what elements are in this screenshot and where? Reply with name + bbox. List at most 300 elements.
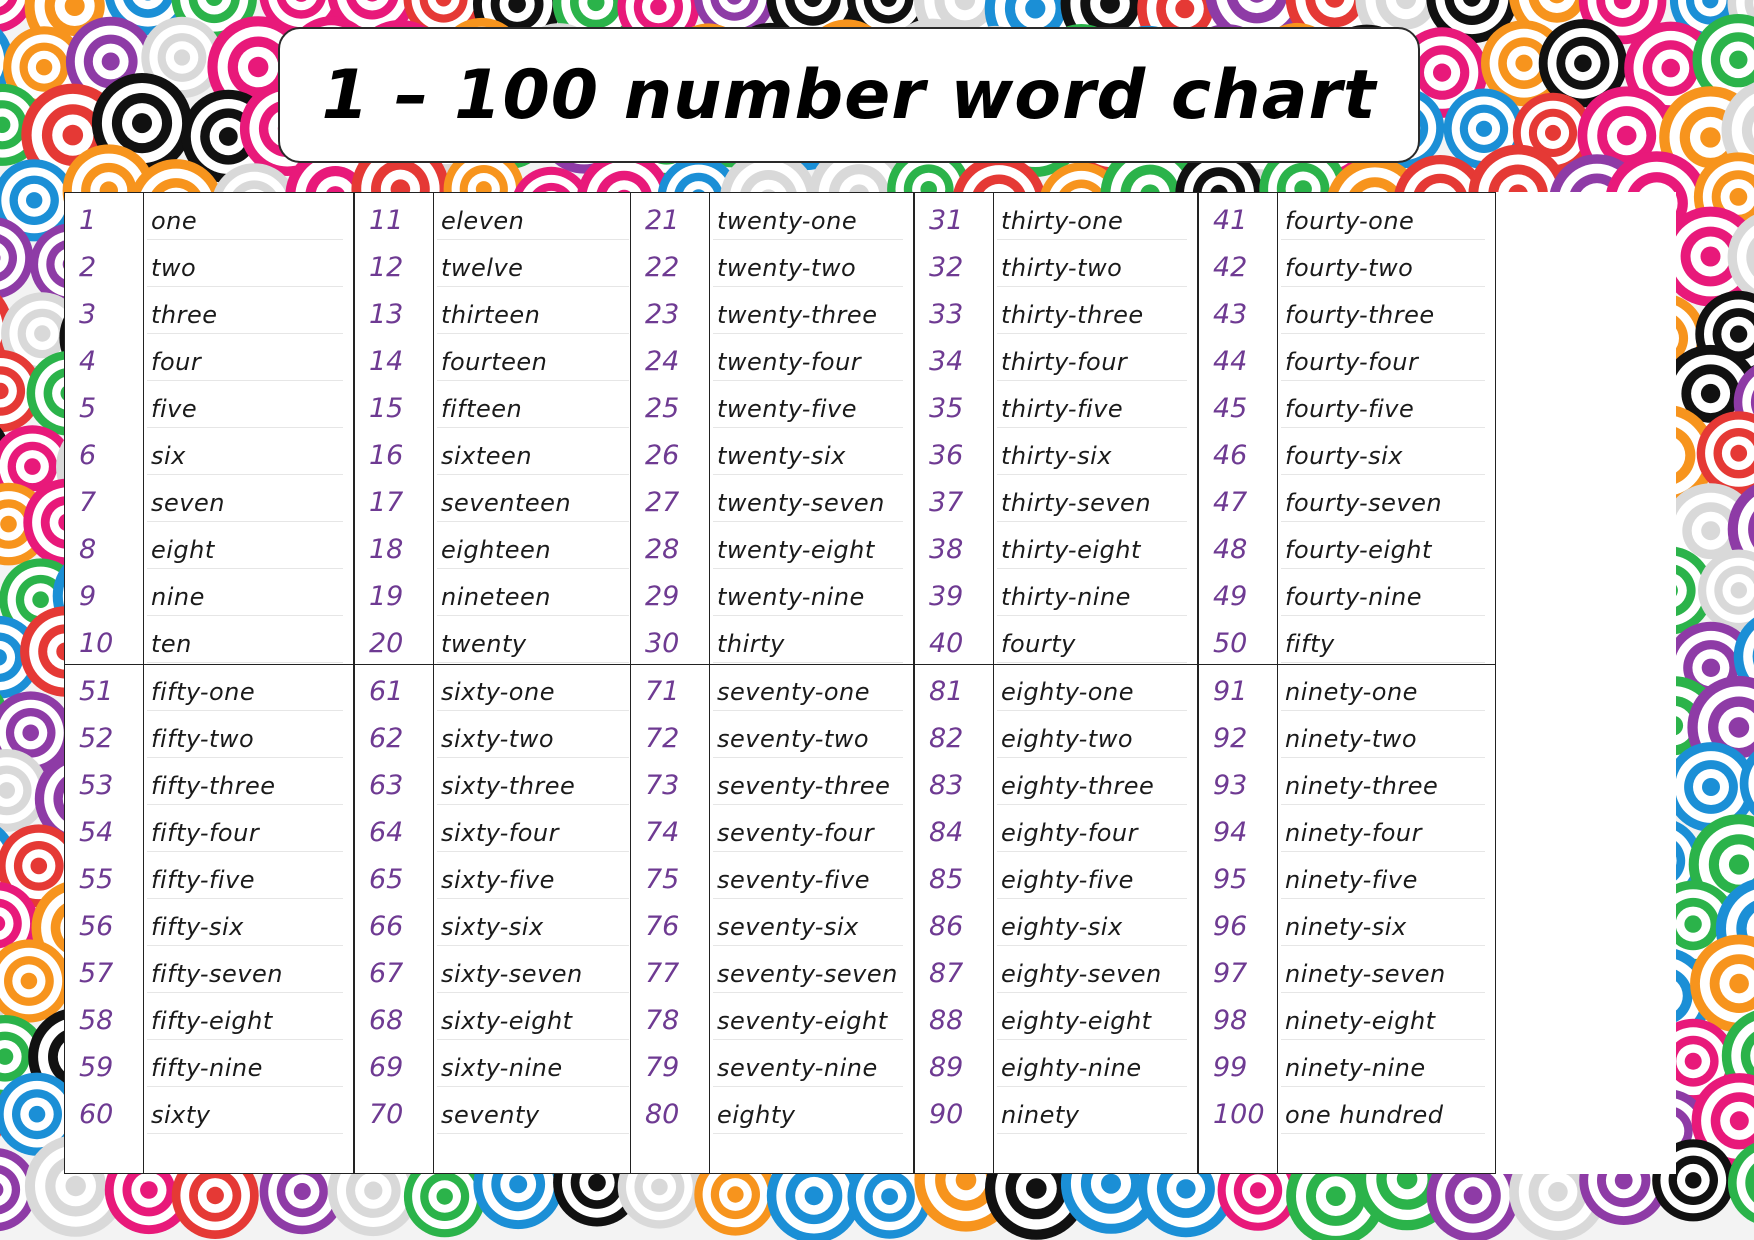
number-cell: 48 [1213,534,1248,565]
table-row [65,664,353,711]
number-cell: 16 [369,440,404,471]
number-cell: 99 [1213,1052,1248,1083]
number-cell: 24 [645,346,680,377]
word-cell: seventy-five [717,866,870,894]
word-cell: fourty-six [1285,442,1404,470]
word-cell: ninety-six [1285,913,1407,941]
table-row [915,664,1197,711]
number-cell: 93 [1213,770,1248,801]
word-cell: nineteen [441,583,552,611]
number-cell: 85 [929,864,964,895]
word-cell: eighty-seven [1001,960,1162,988]
table-row [65,899,353,946]
number-cell: 56 [79,911,114,942]
word-cell: fifty-six [151,913,244,941]
number-cell: 100 [1213,1099,1265,1130]
table-row [915,381,1197,428]
table-row [1199,664,1495,711]
table-row [355,193,639,240]
word-cell: eighty-six [1001,913,1123,941]
table-row [631,287,913,334]
table-row [1199,381,1495,428]
table-row [1199,240,1495,287]
number-cell: 55 [79,864,114,895]
word-cell: fifteen [441,395,523,423]
word-cell: twelve [441,254,524,282]
table-row [355,287,639,334]
number-cell: 37 [929,487,964,518]
number-cell: 9 [79,581,97,612]
word-cell: thirty-eight [1001,536,1141,564]
word-cell: fifty-five [151,866,256,894]
word-cell: sixty-one [441,678,555,706]
number-cell: 18 [369,534,404,565]
table-row [631,193,913,240]
number-cell: 1 [79,205,97,236]
table-row [1199,334,1495,381]
word-cell: sixty-nine [441,1054,563,1082]
word-cell: thirty-nine [1001,583,1131,611]
number-cell: 38 [929,534,964,565]
word-cell: fifty-one [151,678,256,706]
number-cell: 72 [645,723,680,754]
word-cell: five [151,395,198,423]
table-row [915,946,1197,993]
word-cell: fourty-five [1285,395,1415,423]
number-cell: 83 [929,770,964,801]
row-rule [713,1133,903,1134]
number-cell: 76 [645,911,680,942]
chart-column [64,192,354,1174]
number-cell: 47 [1213,487,1248,518]
number-cell: 80 [645,1099,680,1130]
number-cell: 63 [369,770,404,801]
row-rule [147,1133,343,1134]
number-cell: 66 [369,911,404,942]
word-cell: eighty-one [1001,678,1134,706]
word-cell: fourty-seven [1285,489,1443,517]
word-cell: ten [151,630,192,658]
word-cell: eighty-eight [1001,1007,1152,1035]
table-row [631,616,913,663]
word-cell: ninety-two [1285,725,1417,753]
table-row [65,428,353,475]
table-row [65,1040,353,1087]
word-cell: fifty-four [151,819,260,847]
word-cell: thirty-three [1001,301,1144,329]
word-cell: twenty-five [717,395,858,423]
table-row [915,1040,1197,1087]
table-row [65,946,353,993]
table-row [631,569,913,616]
number-cell: 97 [1213,958,1248,989]
number-cell: 39 [929,581,964,612]
table-row [631,946,913,993]
table-row [1199,805,1495,852]
word-cell: fourty-four [1285,348,1419,376]
table-row [355,475,639,522]
chart-column [630,192,914,1174]
number-cell: 60 [79,1099,114,1130]
number-cell: 50 [1213,628,1248,659]
word-cell: sixty-six [441,913,544,941]
number-cell: 52 [79,723,114,754]
word-cell: eighty-five [1001,866,1134,894]
table-row [915,711,1197,758]
word-cell: three [151,301,218,329]
table-row [1199,1087,1495,1134]
table-row [355,852,639,899]
number-cell: 20 [369,628,404,659]
table-row [631,1087,913,1134]
word-cell: twenty [441,630,527,658]
table-row [65,193,353,240]
table-row [915,852,1197,899]
number-cell: 91 [1213,676,1248,707]
word-cell: seventy [441,1101,540,1129]
number-cell: 2 [79,252,97,283]
number-cell: 41 [1213,205,1248,236]
table-row [631,1040,913,1087]
table-row [915,193,1197,240]
word-cell: thirty-six [1001,442,1112,470]
number-cell: 14 [369,346,404,377]
number-cell: 57 [79,958,114,989]
table-row [65,287,353,334]
table-row [1199,616,1495,663]
number-cell: 90 [929,1099,964,1130]
word-cell: seventy-two [717,725,870,753]
table-row [1199,428,1495,475]
number-cell: 88 [929,1005,964,1036]
number-cell: 31 [929,205,964,236]
table-row [65,758,353,805]
table-row [355,993,639,1040]
number-cell: 15 [369,393,404,424]
table-row [65,522,353,569]
number-cell: 87 [929,958,964,989]
word-cell: fourty-one [1285,207,1415,235]
number-cell: 58 [79,1005,114,1036]
table-row [355,569,639,616]
chart-column [354,192,640,1174]
number-word-chart [64,192,1676,1174]
word-cell: seventy-nine [717,1054,878,1082]
table-row [1199,899,1495,946]
table-row [1199,711,1495,758]
number-cell: 42 [1213,252,1248,283]
table-row [915,475,1197,522]
number-cell: 40 [929,628,964,659]
word-cell: thirty-one [1001,207,1124,235]
word-cell: sixty-seven [441,960,583,988]
word-cell: eighty-two [1001,725,1134,753]
word-cell: twenty-four [717,348,862,376]
table-row [1199,946,1495,993]
table-row [65,993,353,1040]
row-rule [437,1133,629,1134]
number-cell: 73 [645,770,680,801]
table-row [65,852,353,899]
number-cell: 78 [645,1005,680,1036]
table-row [1199,758,1495,805]
number-cell: 25 [645,393,680,424]
table-row [355,616,639,663]
word-cell: thirteen [441,301,541,329]
table-row [915,1087,1197,1134]
table-row [65,381,353,428]
number-cell: 75 [645,864,680,895]
table-row [65,569,353,616]
row-rule [1281,662,1485,663]
number-cell: 22 [645,252,680,283]
chart-column [1198,192,1496,1174]
table-row [915,899,1197,946]
table-row [1199,993,1495,1040]
number-cell: 95 [1213,864,1248,895]
table-row [355,711,639,758]
table-row [631,664,913,711]
table-row [631,428,913,475]
title-banner [278,27,1420,163]
table-row [915,334,1197,381]
table-row [915,428,1197,475]
word-cell: seventy-seven [717,960,898,988]
word-cell: fourty [1001,630,1076,658]
table-row [915,805,1197,852]
number-cell: 94 [1213,817,1248,848]
word-cell: ninety-eight [1285,1007,1436,1035]
number-cell: 98 [1213,1005,1248,1036]
number-cell: 67 [369,958,404,989]
word-cell: ninety-five [1285,866,1418,894]
table-row [65,240,353,287]
word-cell: sixty-eight [441,1007,573,1035]
number-cell: 36 [929,440,964,471]
word-cell: fifty-three [151,772,276,800]
word-cell: twenty-seven [717,489,885,517]
word-cell: twenty-one [717,207,858,235]
number-cell: 65 [369,864,404,895]
number-cell: 81 [929,676,964,707]
table-row [915,569,1197,616]
number-cell: 5 [79,393,97,424]
table-row [1199,852,1495,899]
table-row [1199,193,1495,240]
word-cell: ninety-one [1285,678,1418,706]
row-rule [437,662,629,663]
table-row [1199,569,1495,616]
number-cell: 68 [369,1005,404,1036]
word-cell: ninety-three [1285,772,1439,800]
word-cell: fifty-seven [151,960,283,988]
word-cell: two [151,254,197,282]
number-cell: 46 [1213,440,1248,471]
word-cell: seventy-four [717,819,875,847]
number-cell: 3 [79,299,97,330]
table-row [355,899,639,946]
number-cell: 54 [79,817,114,848]
number-cell: 96 [1213,911,1248,942]
row-rule [997,662,1187,663]
word-cell: seventeen [441,489,572,517]
table-row [65,475,353,522]
word-cell: thirty [717,630,785,658]
word-cell: thirty-two [1001,254,1123,282]
number-cell: 12 [369,252,404,283]
table-row [355,805,639,852]
number-cell: 29 [645,581,680,612]
table-row [915,522,1197,569]
word-cell: twenty-nine [717,583,865,611]
table-row [915,616,1197,663]
word-cell: seventy-eight [717,1007,888,1035]
number-cell: 86 [929,911,964,942]
word-cell: sixty-four [441,819,560,847]
number-cell: 74 [645,817,680,848]
number-cell: 8 [79,534,97,565]
word-cell: one [151,207,198,235]
word-cell: seventy-one [717,678,871,706]
word-cell: thirty-five [1001,395,1124,423]
table-row [631,381,913,428]
table-row [355,522,639,569]
table-row [65,1087,353,1134]
word-cell: fifty [1285,630,1335,658]
number-cell: 43 [1213,299,1248,330]
word-cell: sixteen [441,442,533,470]
number-cell: 92 [1213,723,1248,754]
number-cell: 70 [369,1099,404,1130]
number-cell: 13 [369,299,404,330]
word-cell: fourty-eight [1285,536,1432,564]
number-cell: 61 [369,676,404,707]
table-row [355,946,639,993]
word-cell: four [151,348,202,376]
table-row [631,805,913,852]
table-row [355,1040,639,1087]
word-cell: twenty-six [717,442,846,470]
number-cell: 21 [645,205,680,236]
number-cell: 49 [1213,581,1248,612]
row-rule [997,1133,1187,1134]
number-cell: 23 [645,299,680,330]
table-row [1199,522,1495,569]
word-cell: eighty [717,1101,796,1129]
table-row [65,334,353,381]
table-row [355,381,639,428]
table-row [631,240,913,287]
table-row [65,805,353,852]
word-cell: fourty-two [1285,254,1414,282]
number-cell: 19 [369,581,404,612]
number-cell: 7 [79,487,97,518]
number-cell: 33 [929,299,964,330]
number-cell: 30 [645,628,680,659]
word-cell: sixty-five [441,866,555,894]
number-cell: 35 [929,393,964,424]
word-cell: eight [151,536,215,564]
word-cell: nine [151,583,205,611]
number-cell: 77 [645,958,680,989]
number-cell: 69 [369,1052,404,1083]
word-cell: eleven [441,207,525,235]
word-cell: twenty-three [717,301,878,329]
table-row [631,899,913,946]
word-cell: twenty-eight [717,536,875,564]
number-cell: 51 [79,676,114,707]
table-row [631,334,913,381]
table-row [631,711,913,758]
page-title: 1 – 100 number word chart [321,55,1377,135]
table-row [65,616,353,663]
word-cell: fourty-nine [1285,583,1422,611]
word-cell: sixty-two [441,725,555,753]
word-cell: fifty-two [151,725,255,753]
word-cell: sixty [151,1101,211,1129]
number-cell: 6 [79,440,97,471]
number-cell: 44 [1213,346,1248,377]
word-cell: sixty-three [441,772,576,800]
table-row [355,334,639,381]
table-row [915,758,1197,805]
table-row [355,1087,639,1134]
table-row [1199,287,1495,334]
table-row [915,993,1197,1040]
word-cell: eighty-nine [1001,1054,1142,1082]
number-cell: 11 [369,205,404,236]
word-cell: seventy-six [717,913,859,941]
table-row [631,758,913,805]
word-cell: eighty-three [1001,772,1155,800]
word-cell: fifty-nine [151,1054,263,1082]
table-row [355,758,639,805]
row-rule [1281,1133,1485,1134]
table-row [631,522,913,569]
number-cell: 62 [369,723,404,754]
table-row [65,711,353,758]
number-cell: 32 [929,252,964,283]
number-cell: 34 [929,346,964,377]
table-row [355,240,639,287]
number-cell: 79 [645,1052,680,1083]
word-cell: one hundred [1285,1101,1444,1129]
number-cell: 64 [369,817,404,848]
word-cell: seventy-three [717,772,891,800]
table-row [355,664,639,711]
number-cell: 4 [79,346,97,377]
word-cell: eighteen [441,536,552,564]
number-cell: 71 [645,676,680,707]
word-cell: seven [151,489,225,517]
number-cell: 84 [929,817,964,848]
word-cell: thirty-seven [1001,489,1152,517]
table-row [915,240,1197,287]
number-cell: 26 [645,440,680,471]
table-row [1199,1040,1495,1087]
chart-column [914,192,1198,1174]
word-cell: twenty-two [717,254,857,282]
word-cell: thirty-four [1001,348,1128,376]
word-cell: eighty-four [1001,819,1139,847]
word-cell: six [151,442,186,470]
word-cell: fourteen [441,348,548,376]
number-cell: 27 [645,487,680,518]
table-row [915,287,1197,334]
word-cell: ninety-nine [1285,1054,1426,1082]
number-cell: 59 [79,1052,114,1083]
word-cell: ninety-seven [1285,960,1446,988]
